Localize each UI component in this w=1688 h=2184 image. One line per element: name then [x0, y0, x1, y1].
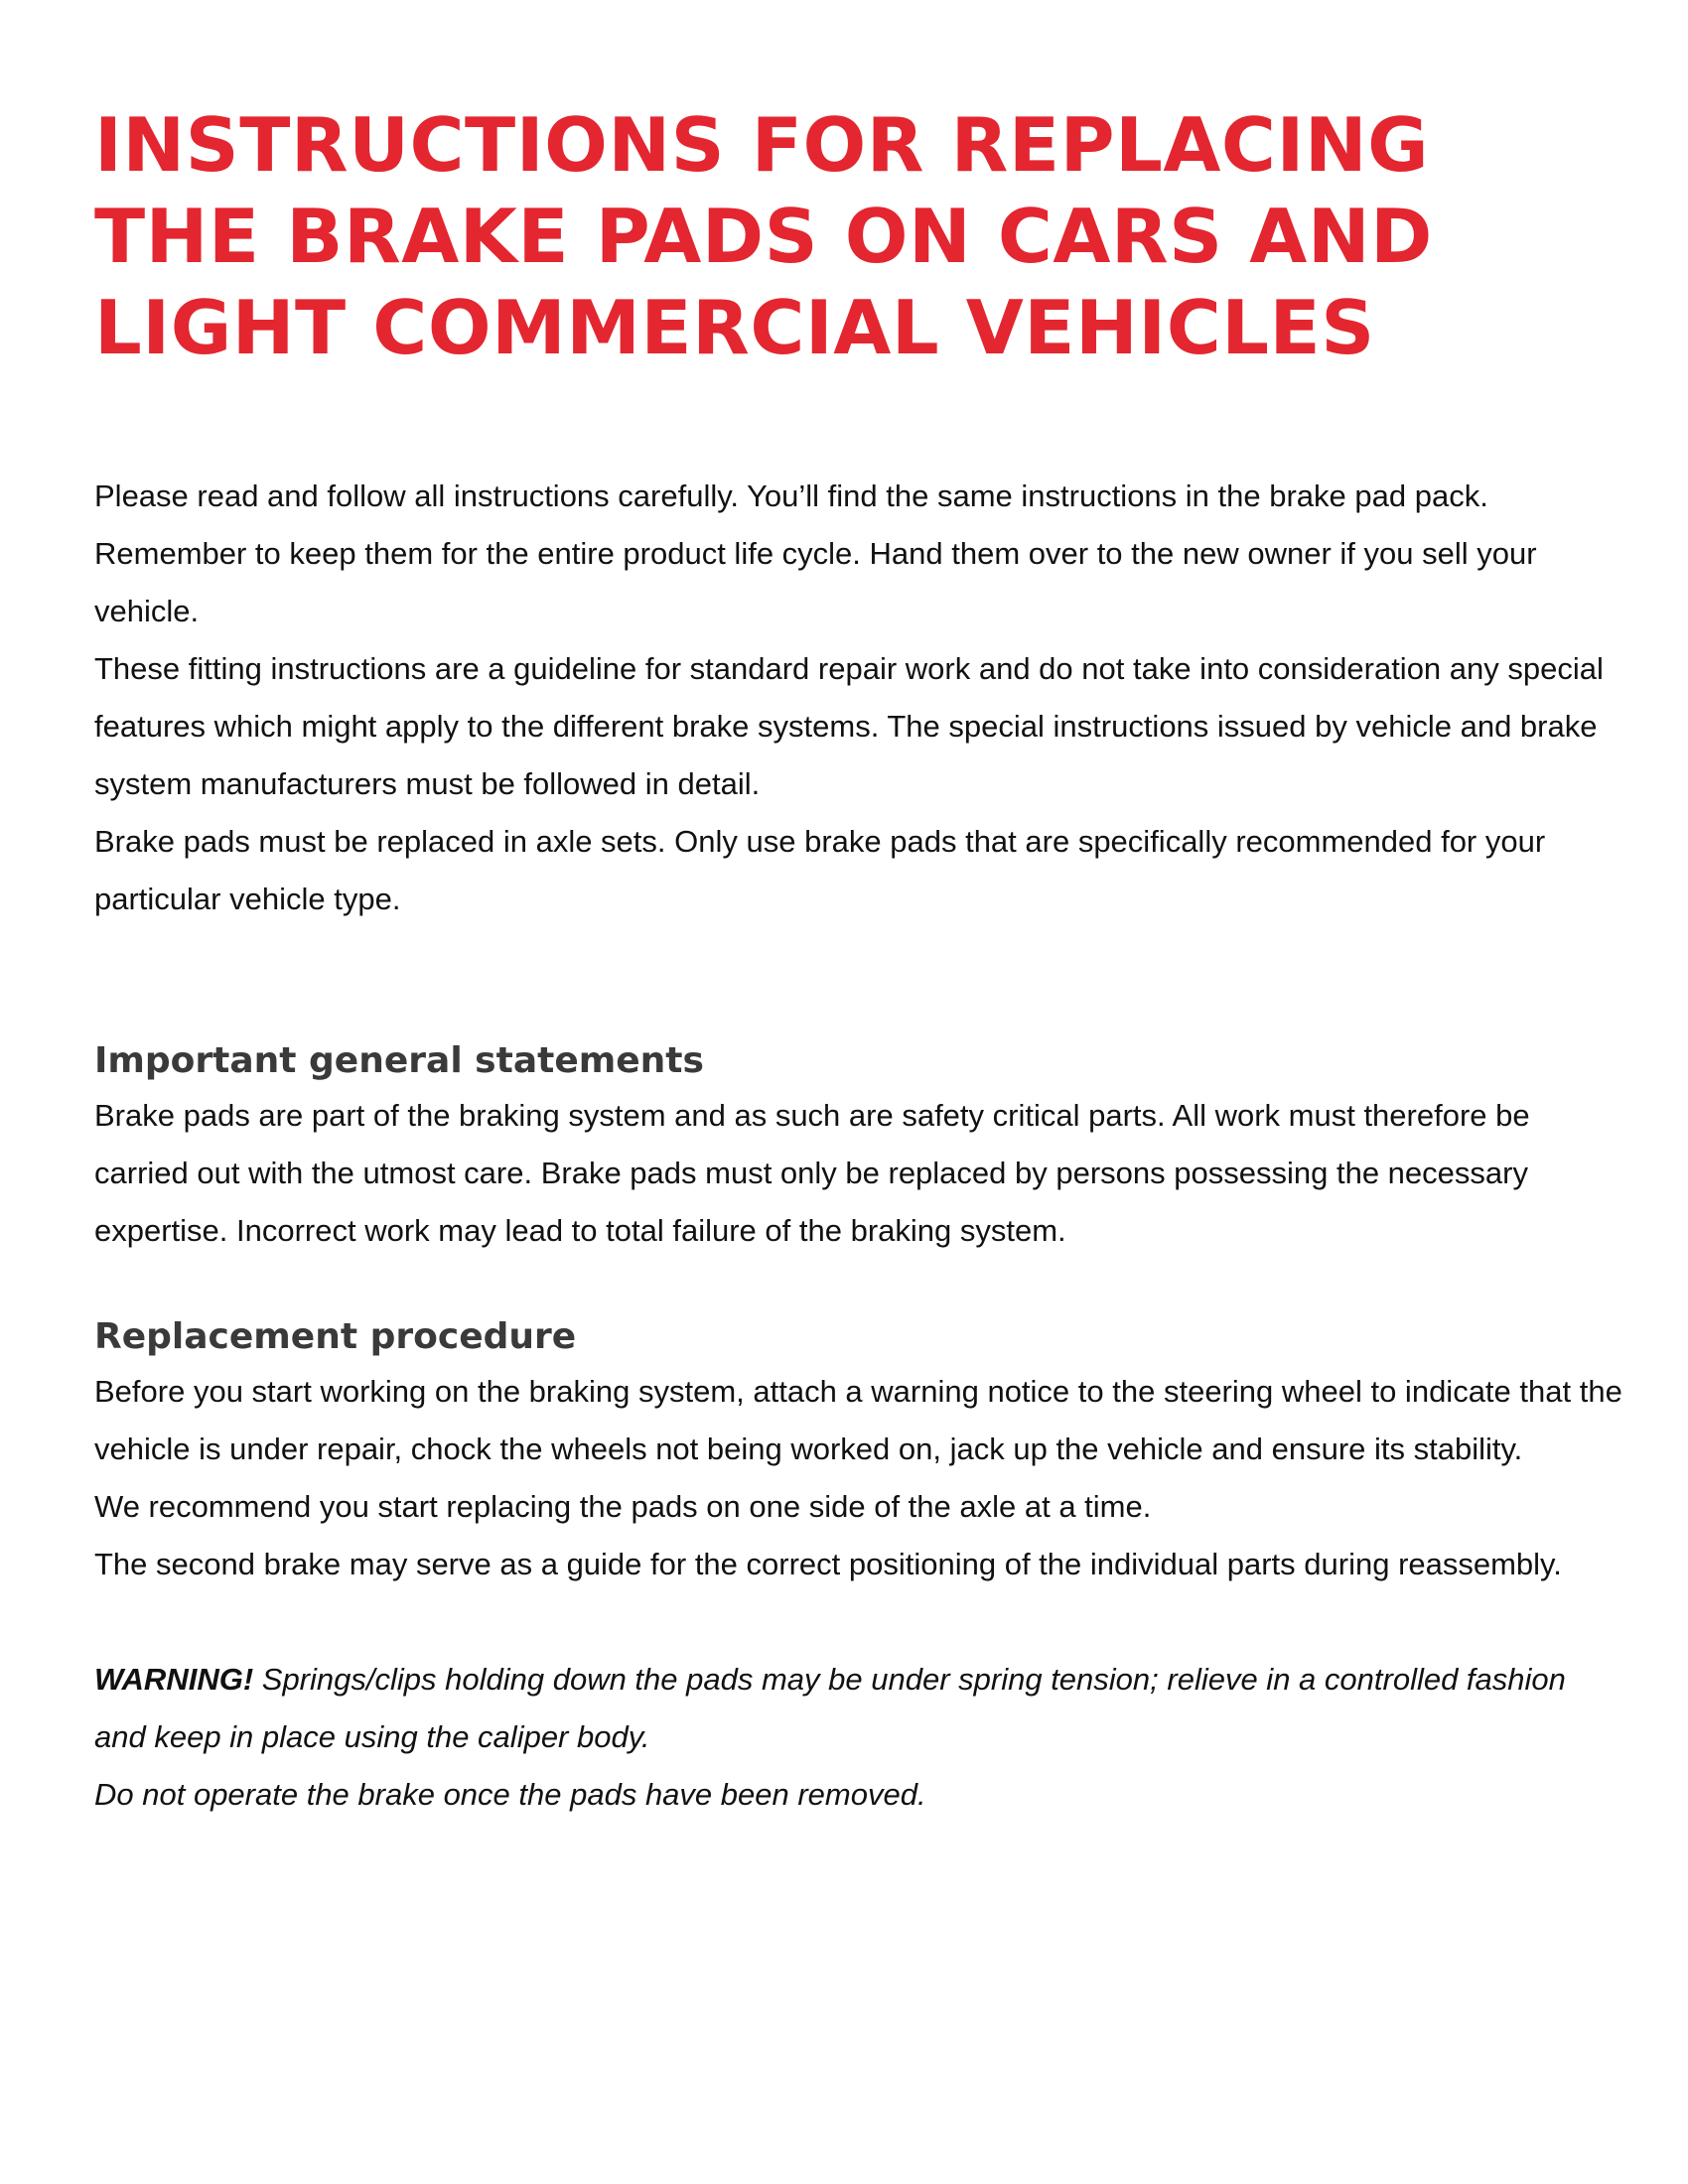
title-line-3: LIGHT COMMERCIAL VEHICLES: [94, 284, 1375, 371]
intro-paragraph-1: Please read and follow all instructions carefully. You’ll find the same instructions in the brake pad pack. Remember to keep them for the entire product life cycle. Hand them over to the new owner if you sell your vehicle.: [94, 478, 1537, 628]
important-paragraph-1: Brake pads are part of the braking system and as such are safety critical parts. All work must therefore be carried out with the utmost care. Brake pads must only be replaced by persons possessing the necessary expertise. Incorrect work may lead to total failure of the braking system.: [94, 1098, 1530, 1248]
intro-paragraph-2: These fitting instructions are a guideline for standard repair work and do not take into consideration any special features which might apply to the different brake systems. The special instructions issued by vehicle and brake system manufacturers must be followed in detail.: [94, 651, 1604, 801]
warning-block: [94, 1651, 1623, 1824]
intro-paragraph-3: Brake pads must be replaced in axle sets. Only use brake pads that are specifically recommended for your particular vehicle type.: [94, 824, 1546, 916]
replacement-paragraph-2: We recommend you start replacing the pads on one side of the axle at a time.: [94, 1489, 1152, 1524]
document-page: [94, 99, 1623, 1824]
section-heading-replacement: Replacement procedure: [94, 1316, 577, 1357]
warning-text: Springs/clips holding down the pads may be under spring tension; relieve in a controlled fashion and keep in place using the caliper body.: [94, 1662, 1566, 1754]
warning-label: WARNING!: [94, 1662, 254, 1697]
warning-note: Do not operate the brake once the pads have been removed.: [94, 1777, 926, 1812]
warning-paragraph: [94, 1651, 1623, 1766]
replacement-paragraph-3: The second brake may serve as a guide for the correct positioning of the individual parts during reassembly.: [94, 1547, 1562, 1581]
title-line-1: INSTRUCTIONS FOR REPLACING: [94, 101, 1430, 189]
section-replacement-procedure: [94, 1311, 1623, 1593]
replacement-paragraph-1: Before you start working on the braking system, attach a warning notice to the steering wheel to indicate that the vehicle is under repair, chock the wheels not being worked on, jack up the vehicle and ensure its stability.: [94, 1374, 1622, 1466]
title-line-2: THE BRAKE PADS ON CARS AND: [94, 193, 1433, 280]
section-heading-important: Important general statements: [94, 1040, 704, 1081]
page-title: [94, 99, 1623, 373]
section-important-statements: [94, 1035, 1623, 1260]
intro-block: [94, 468, 1623, 928]
